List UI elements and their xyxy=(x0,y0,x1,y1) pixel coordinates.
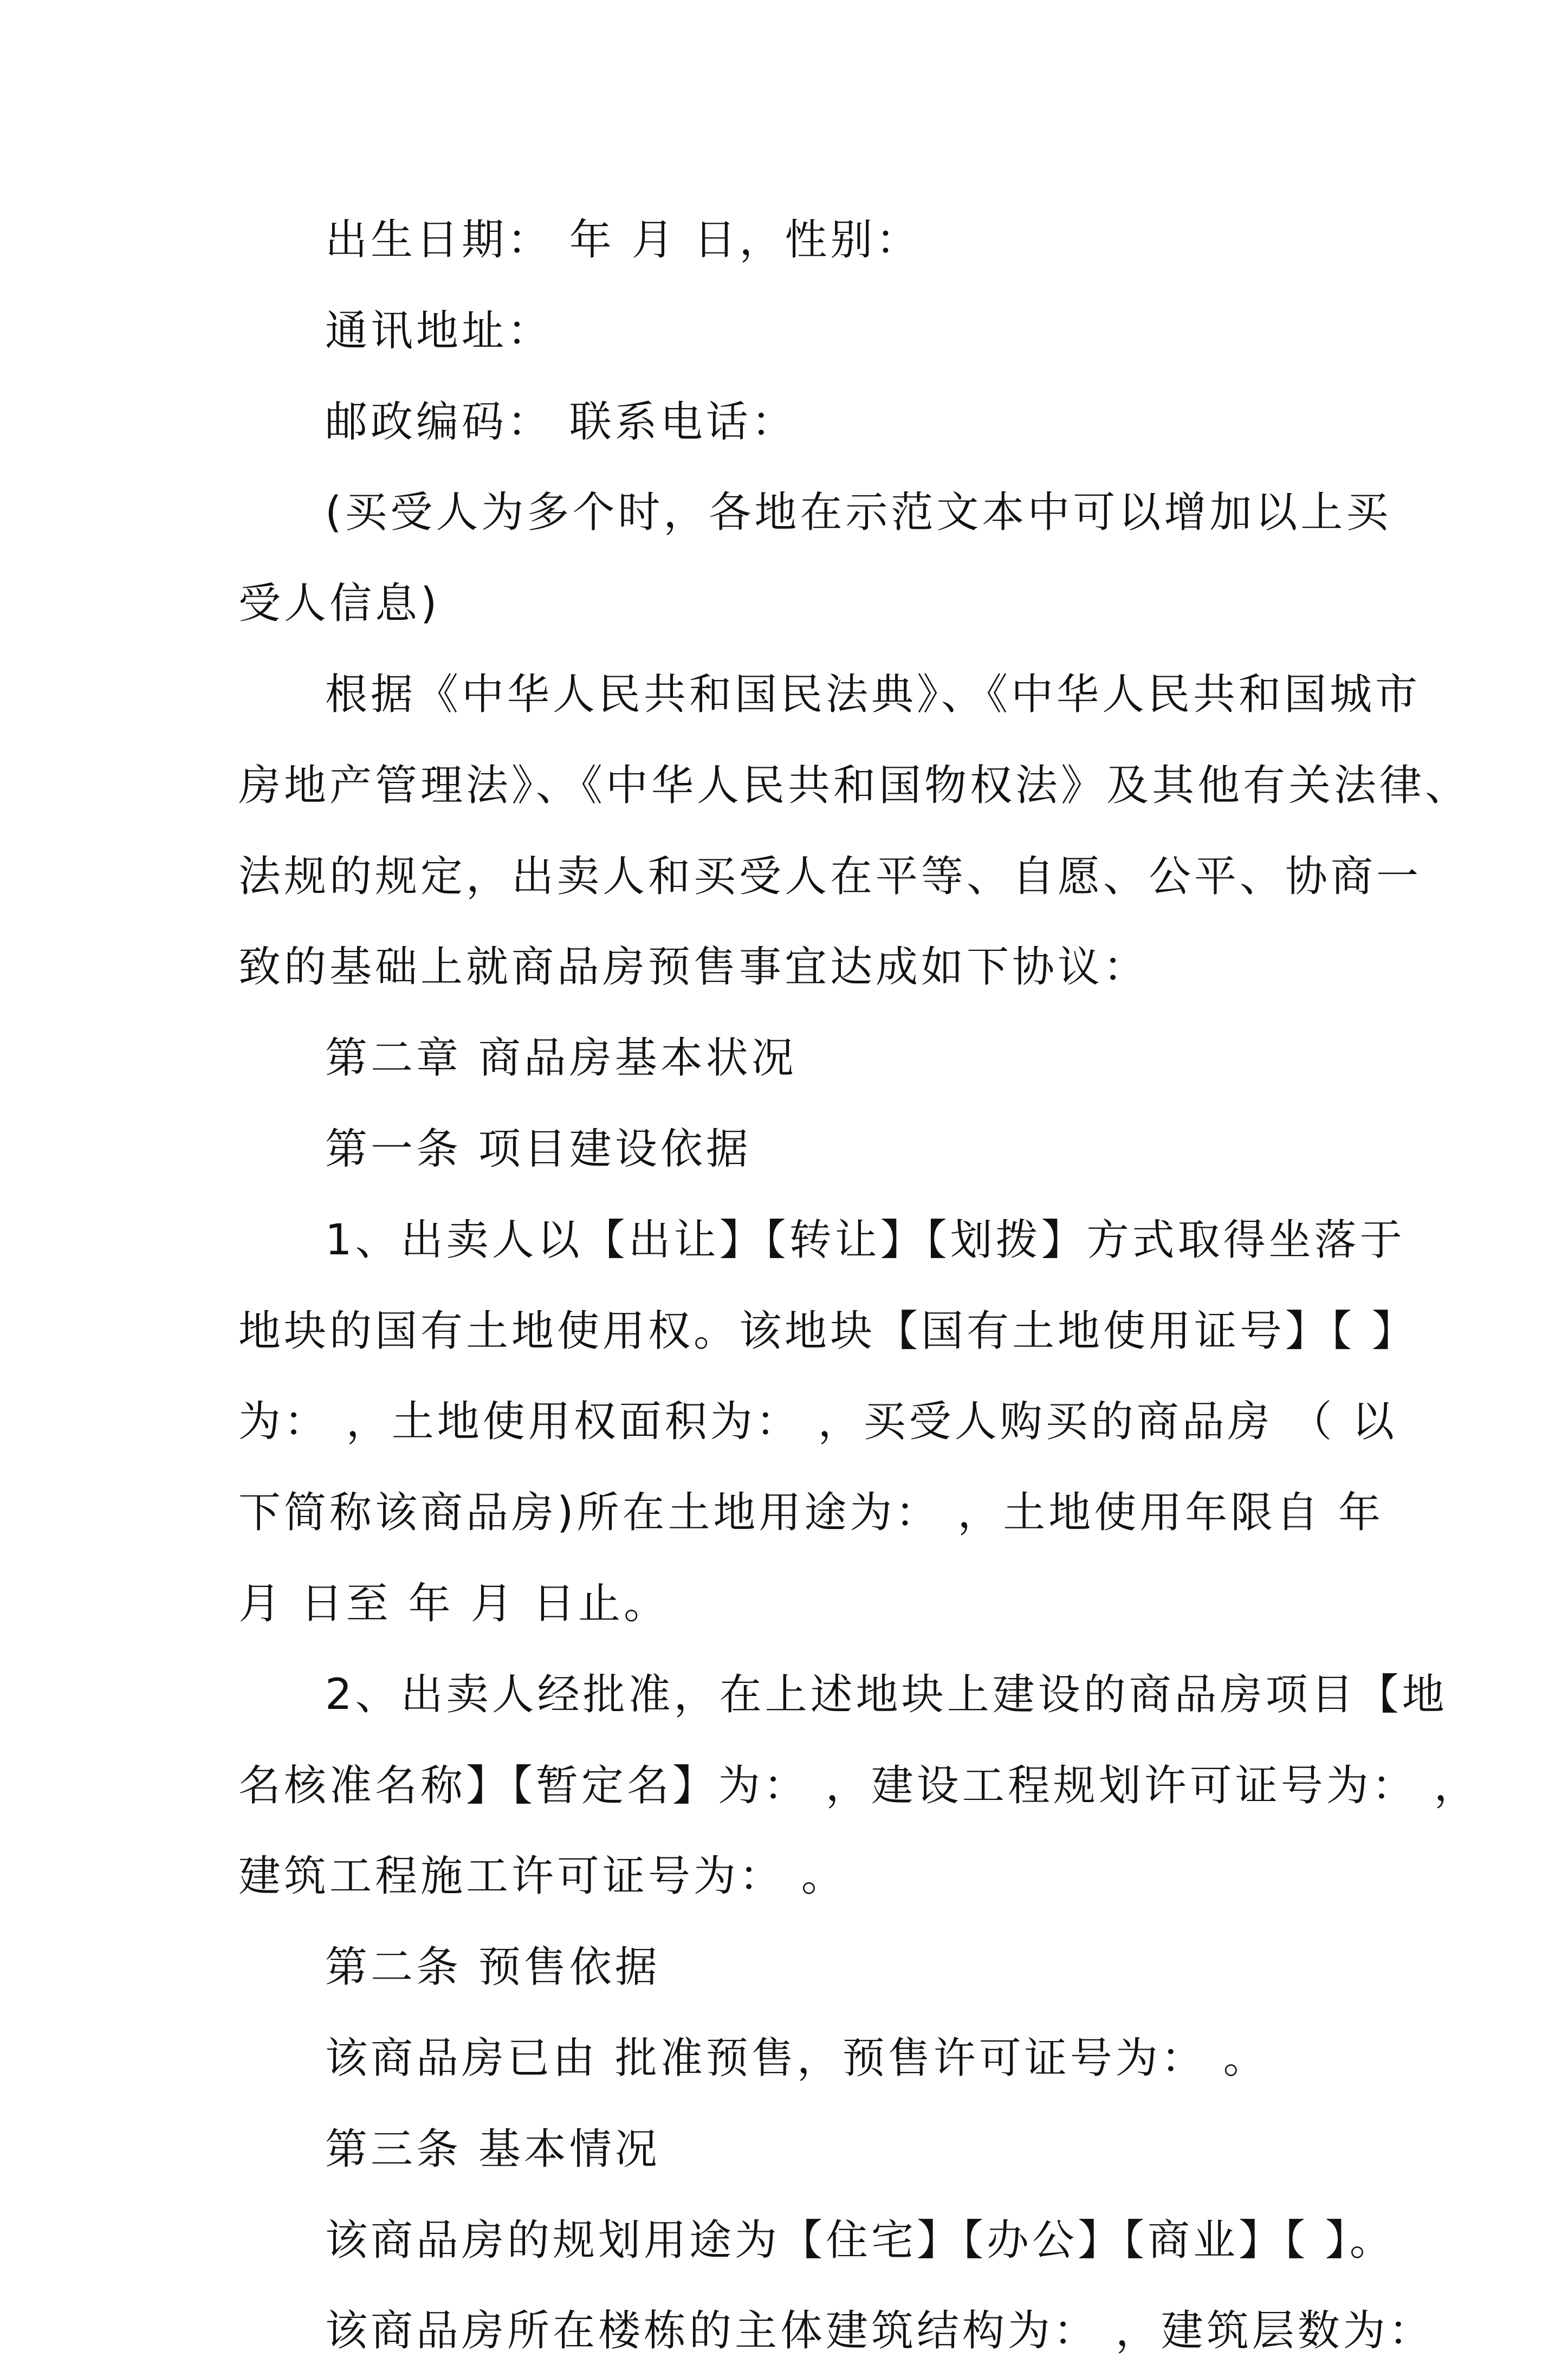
article-two-heading: 第二条 预售依据 xyxy=(325,1943,660,1992)
article-one-clause-2-line-1: 2、出卖人经批准，在上述地块上建设的商品房项目【地 xyxy=(325,1670,1448,1719)
chapter-two-heading: 第二章 商品房基本状况 xyxy=(325,1034,797,1083)
article-one-clause-1-line-2: 地块的国有土地使用权。该地块【国有土地使用证号】【 】 xyxy=(238,1306,1417,1356)
building-structure-line: 该商品房所在楼栋的主体建筑结构为： ，建筑层数为： xyxy=(325,2307,1434,2356)
presale-permit-line: 该商品房已由 批准预售，预售许可证号为： 。 xyxy=(325,2033,1269,2083)
legal-basis-paragraph-line-3: 法规的规定，出卖人和买受人在平等、自愿、公平、协商一 xyxy=(238,852,1422,901)
legal-basis-paragraph-line-2: 房地产管理法》、《中华人民共和国物权法》及其他有关法律、 xyxy=(238,761,1471,810)
planned-use-line: 该商品房的规划用途为【住宅】【办公】【商业】【 】。 xyxy=(325,2216,1395,2265)
article-one-clause-1-line-1: 1、出卖人以【出让】【转让】【划拨】方式取得坐落于 xyxy=(325,1215,1405,1265)
multiple-buyers-note-line-1: (买受人为多个时，各地在示范文本中可以增加以上买 xyxy=(325,488,1392,537)
birth-date-gender-line: 出生日期： 年 月 日，性别： xyxy=(325,216,922,264)
article-one-heading: 第一条 项目建设依据 xyxy=(325,1124,751,1174)
document-body xyxy=(238,195,1480,2377)
postal-code-phone-line: 邮政编码： 联系电话： xyxy=(325,397,797,446)
mailing-address-line: 通讯地址： xyxy=(325,306,553,355)
article-one-clause-2-line-3: 建筑工程施工许可证号为： 。 xyxy=(238,1852,847,1901)
legal-basis-paragraph-line-4: 致的基础上就商品房预售事宜达成如下协议： xyxy=(238,943,1149,992)
article-three-heading: 第三条 基本情况 xyxy=(325,2125,660,2174)
article-one-clause-1-line-4: 下简称该商品房)所在土地用途为： ，土地使用年限自 年 xyxy=(238,1488,1384,1538)
multiple-buyers-note-line-2: 受人信息) xyxy=(238,579,440,629)
legal-basis-paragraph-line-1: 根据《中华人民共和国民法典》、《中华人民共和国城市 xyxy=(325,670,1421,719)
article-one-clause-1-line-3: 为： ，土地使用权面积为： ，买受人购买的商品房 （ 以 xyxy=(238,1397,1398,1447)
article-one-clause-1-line-5: 月 日至 年 月 日止。 xyxy=(238,1579,670,1628)
article-one-clause-2-line-2: 名核准名称】【暂定名】为： ，建设工程规划许可证号为： ， xyxy=(238,1761,1480,1810)
